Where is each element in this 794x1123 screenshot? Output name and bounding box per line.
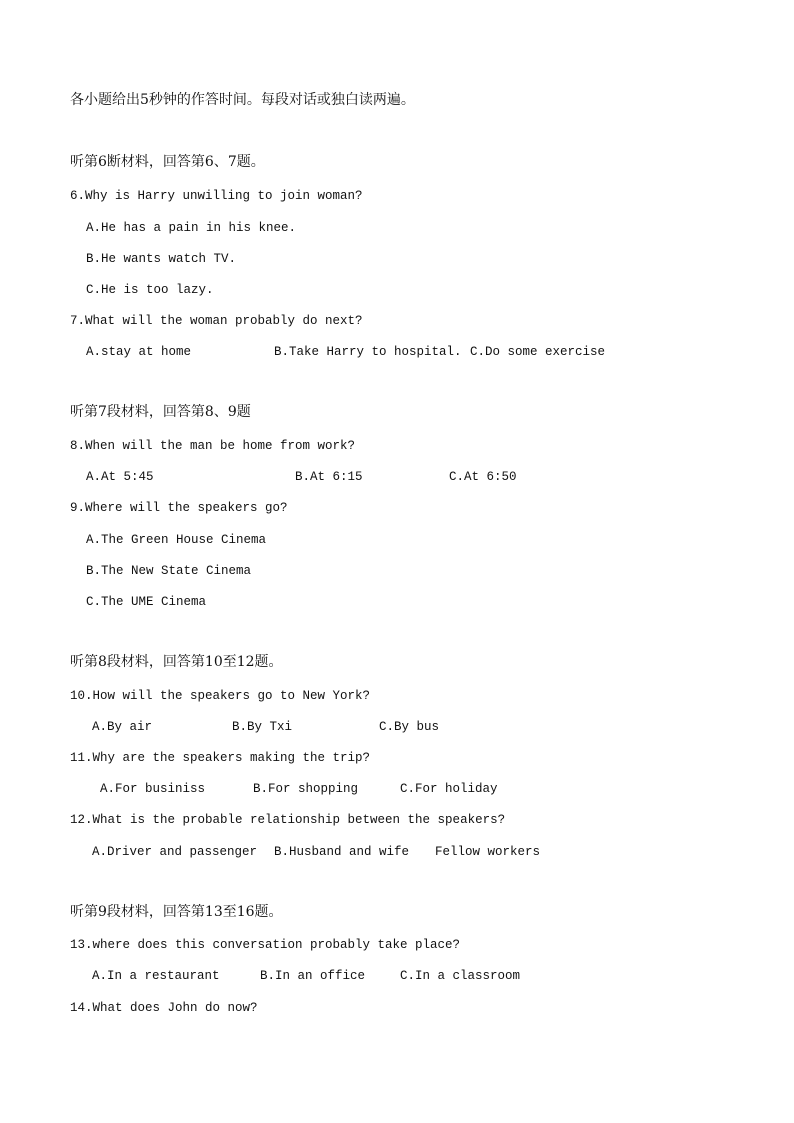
answer-option: C.Do some exercise: [470, 345, 606, 359]
answer-option: B.For shopping: [253, 782, 359, 796]
answer-option: A.stay at home: [86, 345, 192, 359]
answer-option: A.For businiss: [100, 782, 206, 796]
section-header: 听第6断材料，回答第6、7题。: [70, 154, 265, 170]
section-header: 听第9段材料，回答第13至16题。: [70, 904, 283, 920]
answer-option: C.In a classroom: [400, 969, 521, 983]
intro-text: 各小题给出5秒钟的作答时间。每段对话或独白读两遍。: [70, 92, 415, 108]
answer-option: A.He has a pain in his knee.: [86, 221, 297, 235]
answer-option: C.For holiday: [400, 782, 498, 796]
answer-option: A.By air: [92, 720, 153, 734]
answer-option: C.The UME Cinema: [86, 595, 207, 609]
answer-option: B.Husband and wife: [274, 845, 410, 859]
question-text: 7.What will the woman probably do next?: [70, 314, 363, 328]
answer-option: B.At 6:15: [295, 470, 363, 484]
answer-option: B.He wants watch TV.: [86, 252, 237, 266]
answer-option: B.Take Harry to hospital.: [274, 345, 462, 359]
answer-option: C.He is too lazy.: [86, 283, 214, 297]
question-text: 11.Why are the speakers making the trip?: [70, 751, 371, 765]
question-text: 13.where does this conversation probably take place?: [70, 938, 461, 952]
question-text: 6.Why is Harry unwilling to join woman?: [70, 189, 363, 203]
answer-option: Fellow workers: [435, 845, 541, 859]
answer-option: B.By Txi: [232, 720, 293, 734]
section-header: 听第7段材料，回答第8、9题: [70, 404, 251, 420]
answer-option: A.In a restaurant: [92, 969, 220, 983]
question-text: 9.Where will the speakers go?: [70, 501, 288, 515]
answer-option: A.The Green House Cinema: [86, 533, 267, 547]
section-header: 听第8段材料，回答第10至12题。: [70, 654, 283, 670]
question-text: 8.When will the man be home from work?: [70, 439, 356, 453]
question-text: 12.What is the probable relationship between the speakers?: [70, 813, 506, 827]
answer-option: A.Driver and passenger: [92, 845, 258, 859]
answer-option: C.At 6:50: [449, 470, 517, 484]
question-text: 14.What does John do now?: [70, 1001, 258, 1015]
question-text: 10.How will the speakers go to New York?: [70, 689, 371, 703]
answer-option: C.By bus: [379, 720, 440, 734]
answer-option: B.In an office: [260, 969, 366, 983]
answer-option: B.The New State Cinema: [86, 564, 252, 578]
answer-option: A.At 5:45: [86, 470, 154, 484]
